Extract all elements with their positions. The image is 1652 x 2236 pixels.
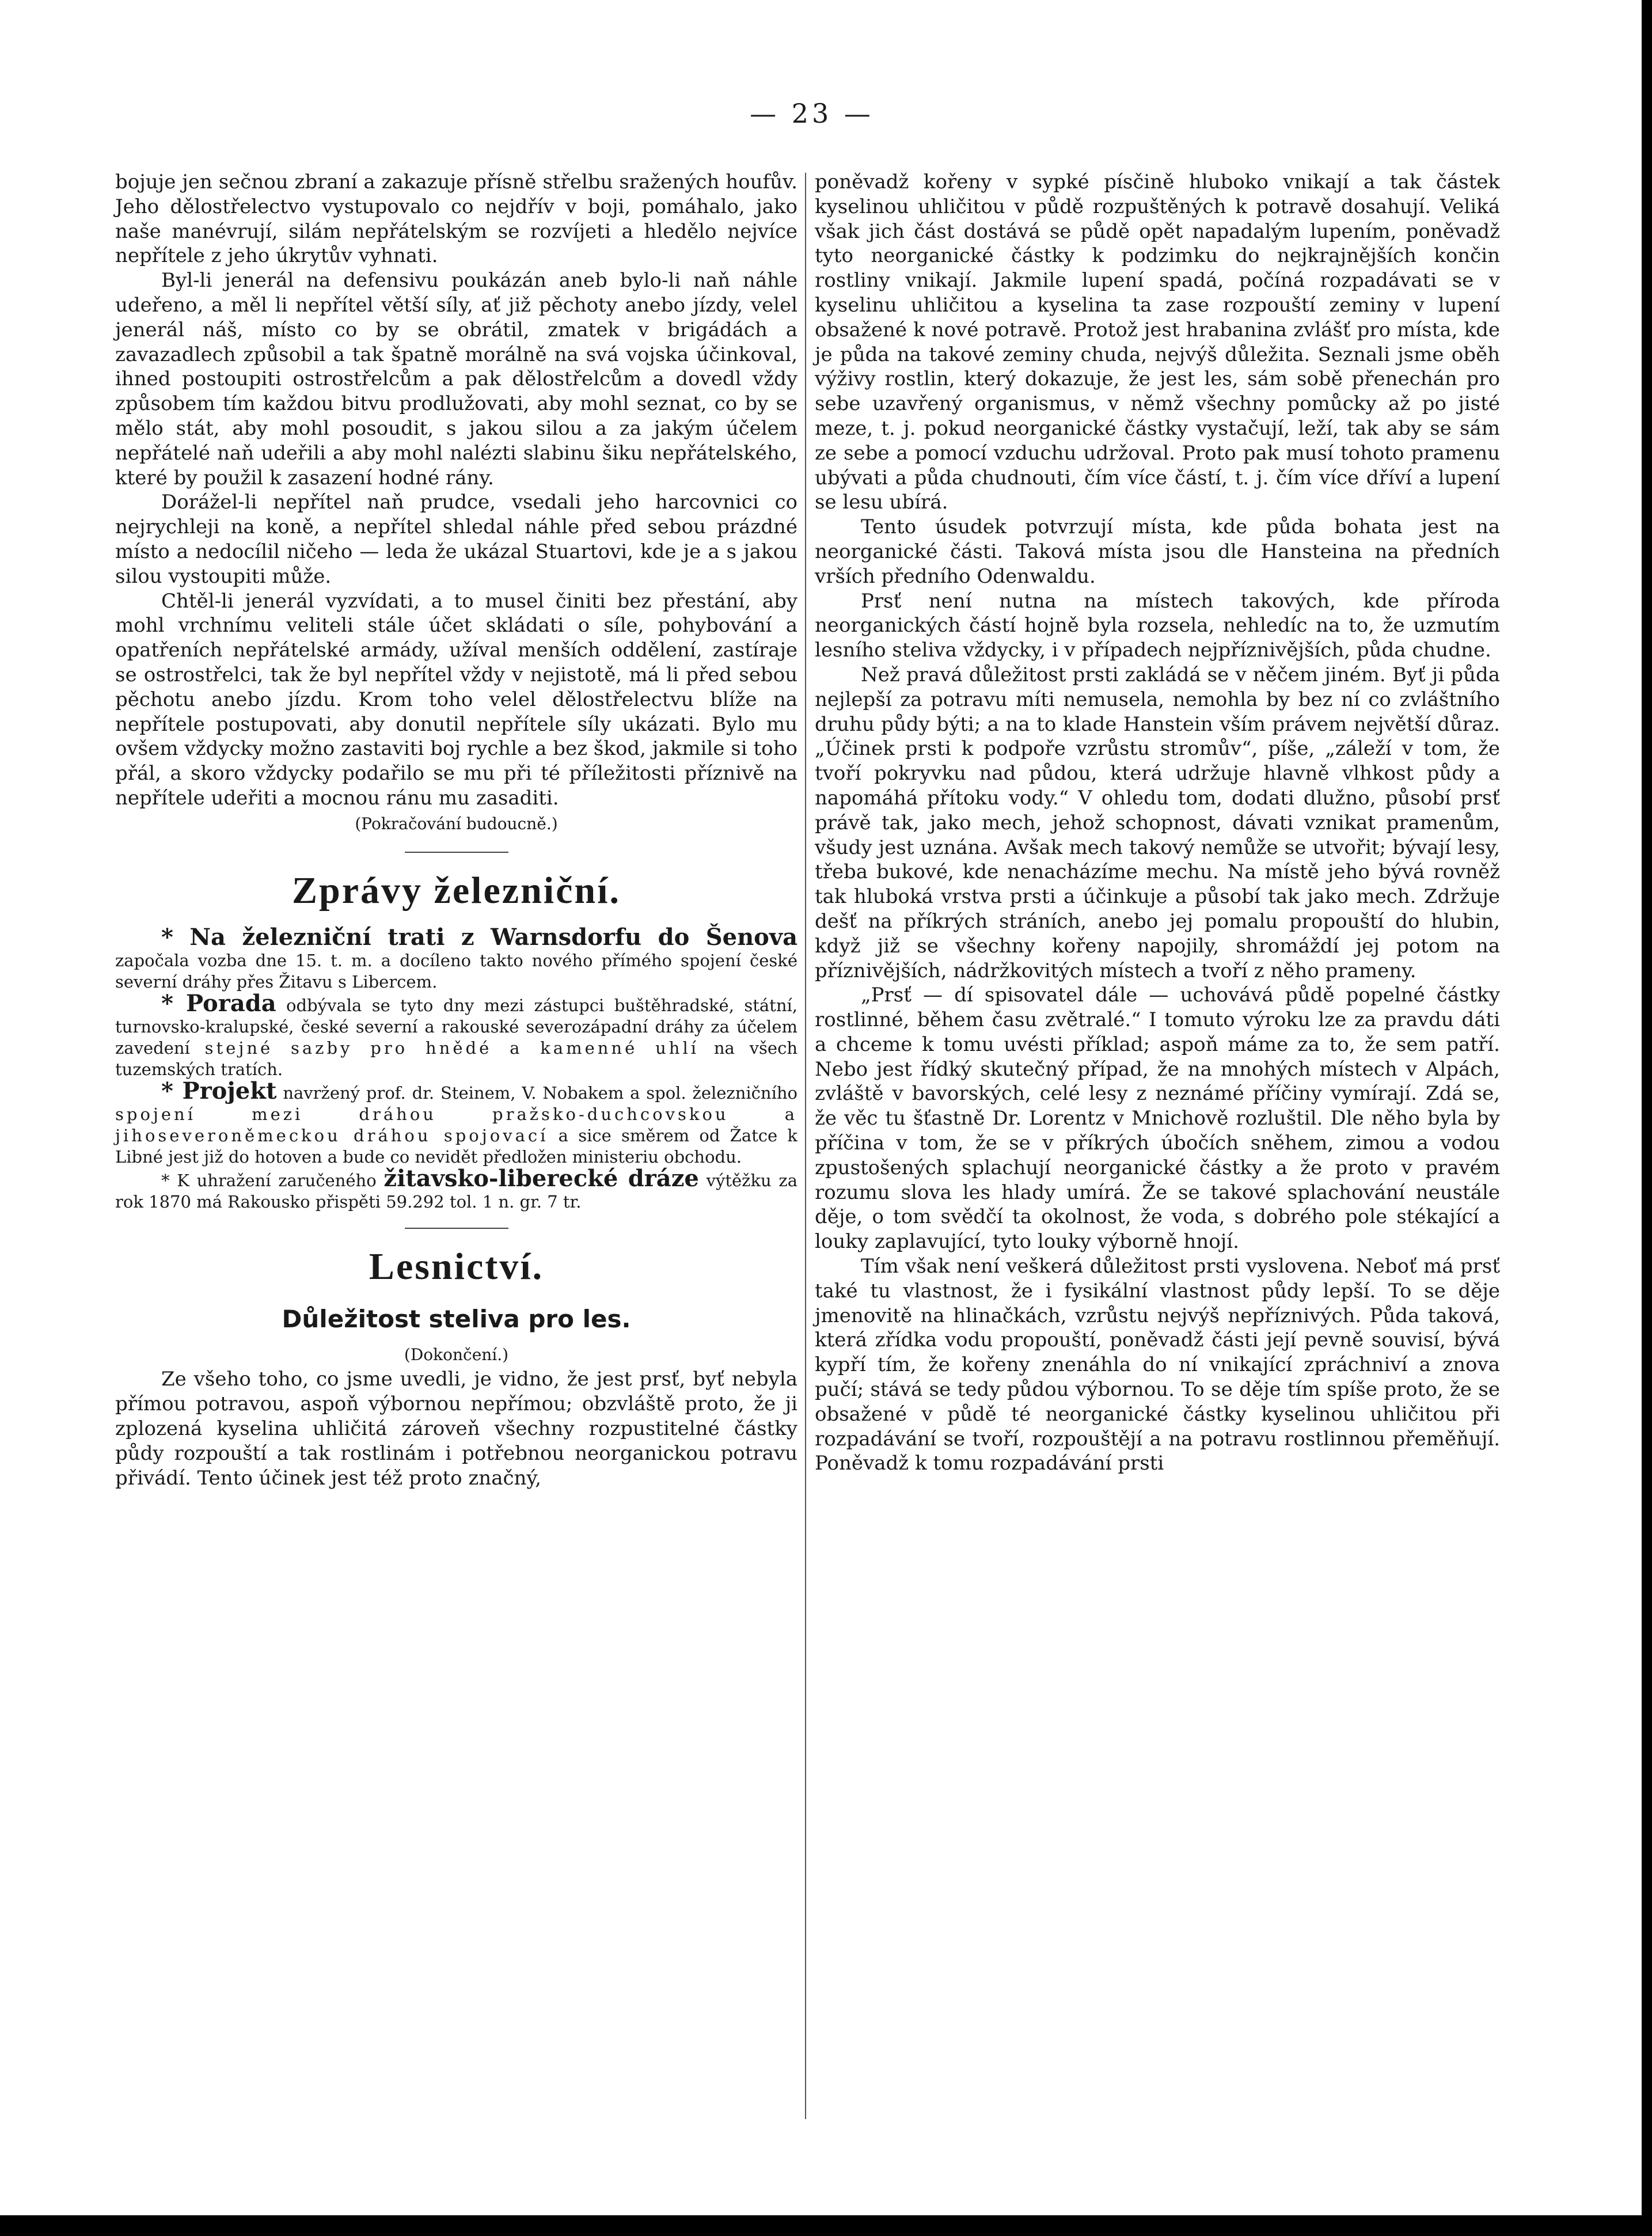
divider — [405, 1228, 508, 1229]
continued-note: (Pokračování budoucně.) — [355, 814, 558, 833]
news-item-emphasis: spojení mezi dráhou pražsko-duchcovskou a jihoseveroněmeckou dráhou spojovací — [115, 1104, 797, 1145]
paragraph: Než pravá důležitost prsti zakládá se v něčem jiném. Byť ji půda nejlepší za potravu míti nemusela, nemohla by bez ní co zvláštního druhu půdy býti; a na to klade Hanstein vším právem největší důraz. „Účinek prsti k podpoře vzrůstu stromův“, píše, „záleží v tom, že tvoří pokryvku nad půdou, která udržuje hlavně vlhkost půdy a napomáhá přítoku vody.“ V ohledu tom, dodati dlužno, působí prsť právě tak, jako mech, jehož schopnost, dávati vznikat pramenům, všudy jest uznána. Avšak mech takový nemůže se utvořit; bývají lesy, třeba bukové, kde nenacházíme mechu. Na místě jeho bývá rovněž tak hluboká vrstva prsti a účinkuje a působí tak jako mech. Zdržuje dešť na příkrých stráních, anebo jej pomalu propouští do hlubin, když již se všechny kořeny napojily, shromáždí jej potom na příznivějších, nádržkovitých místech a tvoří z něho prameny. — [815, 663, 1500, 982]
scan-edge-right — [1642, 0, 1652, 2236]
paragraph: Dorážel-li nepřítel naň prudce, vsedali jeho harcovnici co nejrychleji na koně, a nepřítel shledal náhle před sebou prázdné místo a nedocílil ničeho — leda že ukázal Stuartovi, kde je a s jakou silou vystoupiti může. — [115, 491, 797, 588]
section-heading-railway-news: Zprávy železniční. — [292, 869, 621, 912]
article-title: Důležitost steliva pro les. — [282, 1304, 631, 1333]
article-note: (Dokončení.) — [404, 1345, 509, 1364]
news-item — [115, 1077, 798, 1168]
divider — [405, 852, 508, 853]
news-item — [115, 923, 797, 993]
column-divider — [805, 173, 806, 2119]
paragraph: Ze všeho toho, co jsme uvedli, je vidno, že jest prsť, byť nebyla přímou potravou, aspoň výbornou nepřímou; obzvláště proto, že ji zplozená kyselina uhličitá zároveň všechny rozpustitelné částky půdy rozpouští a tak rostlinám i potřebnou neorganickou potravu přivádí. Tento účinek jest též proto značný, — [115, 1368, 797, 1490]
news-item — [115, 1164, 797, 1213]
news-item-text: navržený prof. dr. Steinem, V. Nobakem a spol. železničního — [276, 1083, 797, 1103]
paragraph: poněvadž kořeny v sypké písčině hluboko vnikají a tak částek kyselinou uhličitou v půdě rozpuštěných k potravě dosahují. Veliká však jich část dostává se půdě opět napadalým lupením, poněvadž tyto neorganické částky k podzimku do nejkrajnějších končin rostliny vnikají. Jakmile lupení spadá, počíná rozpadávati se v kyselinu uhličitou a kyselina ta zase rozpouští zeminy v lupení obsažené k nové potravě. Protož jest hrabanina zvlášť pro místa, kde je půda na takové zeminy chuda, nejvýš důležita. Seznali jsme oběh výživy rostlin, který dokazuje, že jest les, sám sobě přenechán pro sebe uzavřený organismus, v němž všechny pomůcky až po jisté meze, t. j. pokud neorganické částky vystačují, leží, tak aby se sám ze sebe a pomocí vzduchu udržoval. Proto pak musí tohoto pramenu ubývati a půda chudnouti, čím více částí, t. j. čím více dříví a lupení se lesu ubírá. — [815, 170, 1500, 514]
news-item — [115, 989, 798, 1080]
news-item-lead: * Porada — [161, 989, 276, 1017]
scan-edge-bottom — [0, 2215, 1652, 2236]
news-item-text: odbývala se tyto dny mezi zástupci buštěhradské, státní, turnovsko-kralupské, české severní a rakouské severozápadní dráhy za účelem zavedení — [115, 995, 798, 1058]
left-column — [115, 170, 797, 1490]
paragraph: bojuje jen sečnou zbraní a zakazuje přísně střelbu sražených houfův. Jeho dělostřelectvo vystupovalo co nejdřív v boji, pomáhalo, jako naše manévrují, silám nepřátelským se rozvíjeti a hledělo nejvíce nepřítele z jeho úkrytův vyhnati. — [115, 170, 797, 268]
news-item-emphasis: stejné sazby pro hnědé a kamenné uhlí — [204, 1038, 699, 1058]
right-column — [815, 170, 1500, 1476]
news-item-text: na všech tuzemských tratích. — [115, 1038, 797, 1079]
news-item-lead: žitavsko-liberecké dráze — [383, 1164, 699, 1192]
news-item-text: započala vozba dne 15. t. m. a docíleno takto nového přímého spojení české severní dráhy přes Žitavu s Libercem. — [115, 950, 797, 992]
paragraph: Tím však není veškerá důležitost prsti vyslovena. Neboť má prsť také tu vlastnost, že i fysikální vlastnost půdy lepší. To se děje jmenovitě na hlinačkách, vzrůstu nejvýš nepříznivých. Půda taková, která zřídka vodu propouští, poněvadž části její pevně souvisí, bývá kypří tím, že kořeny znenáhla do ní vnikající zpráchniví a znova pučí; stává se tedy půdou výbornou. To se děje tím spíše proto, že se obsažené v půdě té neorganické částky kyselinou uhličitou při rozpadávání se tvoří, rozpouštějí a na potravu rostlinnou přeměňují. Poněvadž k tomu rozpadávání prsti — [815, 1255, 1500, 1475]
news-item-lead: * Projekt — [161, 1077, 277, 1104]
paragraph: Chtěl-li jenerál vyzvídati, a to musel činiti bez přestání, aby mohl vrchnímu veliteli stále účet skládati o síle, pohybování a opatřeních nepřátelské armády, užíval menších oddělení, zastíraje se ostrostřelci, tak že byl nepřítel vždy v nejistotě, má li před sebou pěchotu anebo jízdu. Krom toho velel dělostřelectvu blíže na nepřítele postupovati, aby donutil nepřítele síly ukázati. Bylo mu ovšem vždycky možno zastaviti boj rychle a bez škod, jakmile si toho přál, a skoro vždycky podařilo se mu při té příležitosti příznivě na nepřítele udeřiti a mocnou ránu mu zasaditi. — [115, 589, 797, 810]
paragraph: Byl-li jenerál na defensivu poukázán aneb bylo-li naň náhle udeřeno, a měl li nepřítel větší síly, ať již pěchoty anebo jízdy, velel jenerál náš, místo co by se obrátil, zmatek v brigádách a zavazadlech způsobil a tak špatně morálně na svá vojska účinkoval, ihned postoupiti ostrostřelcům a pak dělostřelcům a dovedl vždy způsobem tím každou bitvu prodlužovati, aby mohl seznat, co by se mělo stát, aby mohl posoudit, s jakou silou a za jakým účelem nepřátelé naň udeřili a aby mohl nalézti slabinu šiku nepřátelského, které by použil k zasazení hodné rány. — [115, 269, 797, 489]
paragraph: Tento úsudek potvrzují místa, kde půda bohata jest na neorganické části. Taková místa jsou dle Hansteina na předních vrších předního Odenwaldu. — [815, 515, 1500, 588]
news-item-text: a sice směrem od Žatce k Libné jest již do hotoven a bude co nevidět předložen ministeriu obchodu. — [115, 1125, 798, 1167]
paragraph: „Prsť — dí spisovatel dále — uchovává půdě popelné částky rostlinné, během času zvětralé.“ I tomuto výroku lze za pravdu dáti a chceme k tomu uvésti příklad; aspoň máme za to, že sem patří. Nebo jest řídký skutečný případ, že na mnohých místech v Alpách, zvláště v bavorských, celé lesy z neznámé příčiny vymírají. Zdá se, že věc tu šťastně Dr. Lorentz v Mnichově rozluštil. Dle něho byla by příčina v tom, že se v příkrých úbočích sněhem, zimou a vodou zpustošených splachují neorganické částky a že proto v pravém rozumu slova les hlady umírá. Že se takové splachování neustále děje, o tom svědčí ta okolnost, že voda, s dobrého pole stékající a louky zaplavující, tyto louky výborně hnojí. — [815, 984, 1500, 1254]
news-item-text: výtěžku za rok 1870 má Rakousko přispěti 59.292 tol. 1 n. gr. 7 tr. — [115, 1170, 797, 1212]
page-number: — 23 — — [750, 98, 874, 129]
paragraph: Prsť není nutna na místech takových, kde příroda neorganických částí hojně byla rozsela, nehledíc na to, že uzmutím lesního steliva vždycky, i v případech nejpříznivějších, půda chudne. — [815, 589, 1500, 662]
news-item-lead: * Na železniční trati z Warnsdorfu do Šenova — [161, 923, 797, 951]
news-item-text: * K uhražení zaručeného — [161, 1170, 384, 1190]
section-heading-forestry: Lesnictví. — [369, 1245, 544, 1288]
